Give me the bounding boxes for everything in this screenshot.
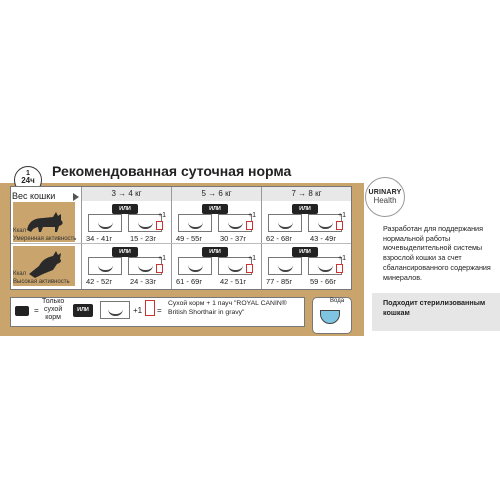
kcal-label: Ккал bbox=[13, 228, 27, 234]
weight-label: Вес кошки bbox=[12, 191, 56, 201]
bowl-icon bbox=[88, 214, 122, 232]
clock-24h-icon: 1 24ч bbox=[14, 166, 42, 194]
mix-amount: 59 - 66г bbox=[310, 277, 337, 286]
feeding-cell bbox=[264, 247, 350, 291]
or-badge: ИЛИ bbox=[292, 247, 318, 257]
bowl-icon bbox=[100, 301, 130, 319]
plus-one-label: +1 bbox=[158, 255, 166, 262]
pouch-icon bbox=[246, 221, 253, 230]
plus-one-label: +1 bbox=[248, 212, 256, 219]
plus-one-label: +1 bbox=[338, 255, 346, 262]
feeding-cell bbox=[174, 247, 260, 291]
or-badge: ИЛИ bbox=[112, 247, 138, 257]
plus-one-label: +1 bbox=[338, 212, 346, 219]
activity-label: Умеренная активность bbox=[13, 236, 77, 242]
dry-amount: 49 - 55г bbox=[176, 234, 203, 243]
or-badge: ИЛИ bbox=[202, 247, 228, 257]
plus-one-label: +1 bbox=[133, 306, 143, 315]
pouch-icon bbox=[336, 264, 343, 273]
water-label: Вода bbox=[330, 298, 345, 304]
column-header-1: 3 → 4 кг bbox=[81, 187, 171, 201]
pouch-icon bbox=[336, 221, 343, 230]
feeding-cell bbox=[174, 204, 260, 248]
or-badge: ИЛИ bbox=[292, 204, 318, 214]
dry-amount: 62 - 68г bbox=[266, 234, 293, 243]
pouch-icon bbox=[246, 264, 253, 273]
bowl-icon bbox=[268, 214, 302, 232]
activity-label: Высокая активность bbox=[13, 279, 70, 285]
bowl-icon bbox=[88, 257, 122, 275]
column-header-3: 7 → 8 кг bbox=[261, 187, 351, 201]
divider bbox=[261, 187, 262, 289]
sterilized-label: Подходит стерилизованным кошкам bbox=[383, 298, 486, 318]
bowl-icon bbox=[178, 214, 212, 232]
dry-amount: 77 - 85г bbox=[266, 277, 293, 286]
pouch-icon bbox=[145, 300, 155, 316]
pouch-icon bbox=[156, 264, 163, 273]
dry-food-icon bbox=[15, 306, 29, 316]
divider bbox=[81, 187, 82, 289]
product-description: Разработан для поддержания нормальной работы мочевыделительной системы взрослой кошки за счет сбалансированного содержания минералов. bbox=[383, 224, 491, 282]
bowl-icon bbox=[178, 257, 212, 275]
dry-only-label: Только сухой корм bbox=[42, 298, 65, 322]
mix-description: Сухой корм + 1 пауч "ROYAL CANIN® British Shorthair in gravy" bbox=[168, 300, 287, 316]
feeding-cell bbox=[84, 247, 170, 291]
equals-sign: = bbox=[157, 306, 162, 315]
or-badge: ИЛИ bbox=[73, 304, 93, 317]
mix-amount: 15 - 23г bbox=[130, 234, 157, 243]
dry-amount: 42 - 52г bbox=[86, 277, 113, 286]
bowl-icon bbox=[268, 257, 302, 275]
column-header-2: 5 → 6 кг bbox=[171, 187, 261, 201]
mix-amount: 30 - 37г bbox=[220, 234, 247, 243]
dry-amount: 34 - 41г bbox=[86, 234, 113, 243]
kcal-label: Ккал bbox=[13, 271, 27, 277]
feeding-cell bbox=[264, 204, 350, 248]
pouch-icon bbox=[156, 221, 163, 230]
plus-one-label: +1 bbox=[158, 212, 166, 219]
urinary-health-badge: URINARY Health bbox=[365, 177, 405, 217]
equals-sign: = bbox=[34, 306, 39, 315]
arrow-right-icon bbox=[73, 193, 79, 201]
or-badge: ИЛИ bbox=[202, 204, 228, 214]
mix-amount: 42 - 51г bbox=[220, 277, 247, 286]
or-badge: ИЛИ bbox=[112, 204, 138, 214]
dry-amount: 61 - 69г bbox=[176, 277, 203, 286]
mix-amount: 24 - 33г bbox=[130, 277, 157, 286]
feeding-cell bbox=[84, 204, 170, 248]
mix-amount: 43 - 49г bbox=[310, 234, 337, 243]
page-title: Рекомендованная суточная норма bbox=[52, 163, 292, 179]
divider bbox=[171, 187, 172, 289]
plus-one-label: +1 bbox=[248, 255, 256, 262]
